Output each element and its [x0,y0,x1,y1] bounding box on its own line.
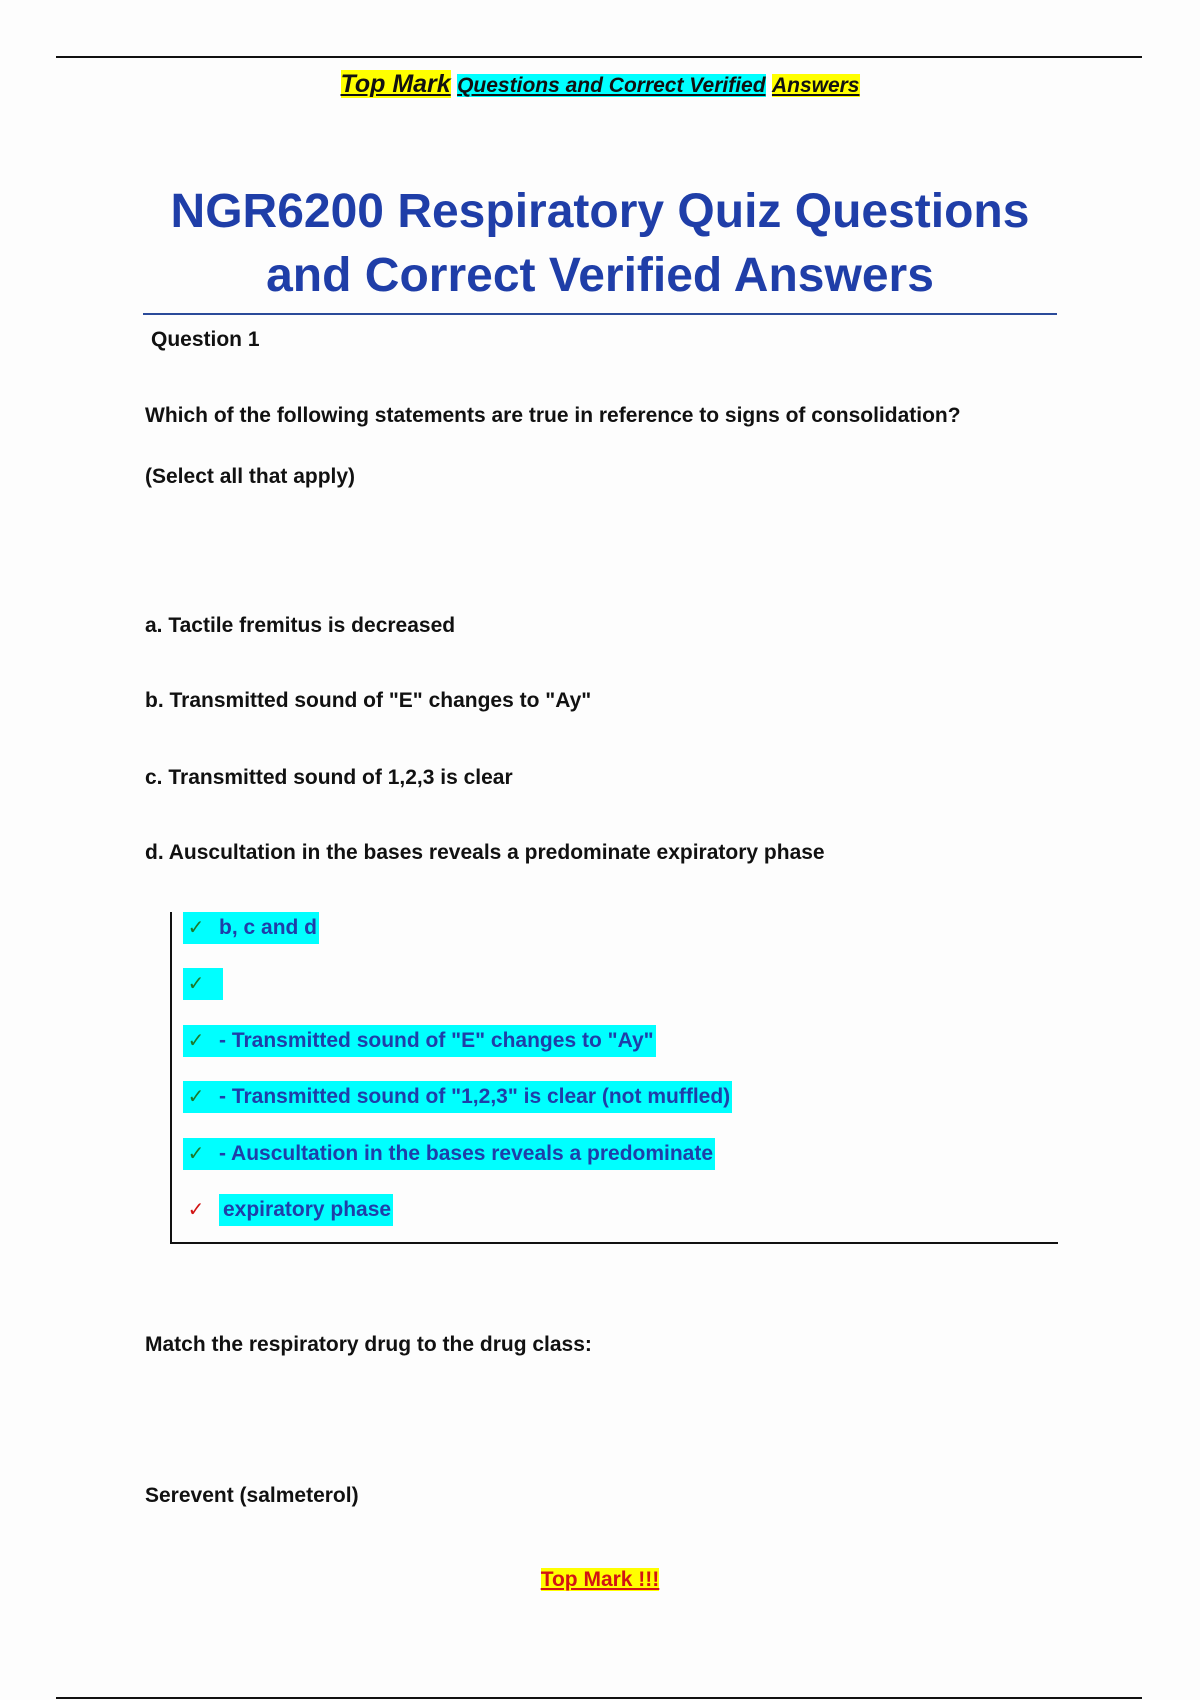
answer-text: - Transmitted sound of "1,2,3" is clear (not muffled) [209,1081,732,1113]
answer-row [183,968,223,1000]
footer-mark [0,1568,1200,1592]
next-question-prompt: Match the respiratory drug to the drug class: [145,1333,592,1356]
answer-text [209,968,223,1000]
answer-text: expiratory phase [219,1194,393,1226]
answer-row [183,912,319,944]
answer-row [183,1025,656,1057]
check-icon: ✓ [187,1199,205,1221]
document-title: NGR6200 Respiratory Quiz Questions and Correct Verified Answers [170,185,1030,302]
answer-row [183,1081,732,1113]
drug-name: Serevent (salmeterol) [145,1484,359,1507]
header-tagline: Questions and Correct Verified [457,74,766,97]
answer-row [183,1138,715,1170]
header-brand: Top Mark [340,70,451,98]
question-instruction: (Select all that apply) [145,465,356,488]
check-icon: ✓ [183,1025,209,1057]
option-a: a. Tactile fremitus is decreased [145,614,456,637]
answer-text: - Transmitted sound of "E" changes to "Ay" [209,1025,656,1057]
check-icon: ✓ [183,912,209,944]
answer-text: - Auscultation in the bases reveals a predominate [209,1138,715,1170]
question-number: Question 1 [151,328,260,351]
header-banner [0,70,1200,99]
answer-row [183,1194,393,1226]
answer-box [170,912,1058,1244]
bottom-rule [56,1697,1142,1699]
option-d: d. Auscultation in the bases reveals a predominate expiratory phase [145,841,825,864]
option-b: b. Transmitted sound of "E" changes to "Ay" [145,689,592,712]
top-rule [56,56,1142,58]
header-tagline-end: Answers [771,74,860,97]
title-underline [143,313,1057,315]
check-icon: ✓ [183,968,209,1000]
footer-mark-text: Top Mark !!! [540,1568,660,1591]
check-icon: ✓ [183,1138,209,1170]
option-c: c. Transmitted sound of 1,2,3 is clear [145,766,513,789]
check-icon: ✓ [183,1081,209,1113]
answer-text: b, c and d [209,912,319,944]
question-prompt: Which of the following statements are true in reference to signs of consolidation? [145,404,961,427]
